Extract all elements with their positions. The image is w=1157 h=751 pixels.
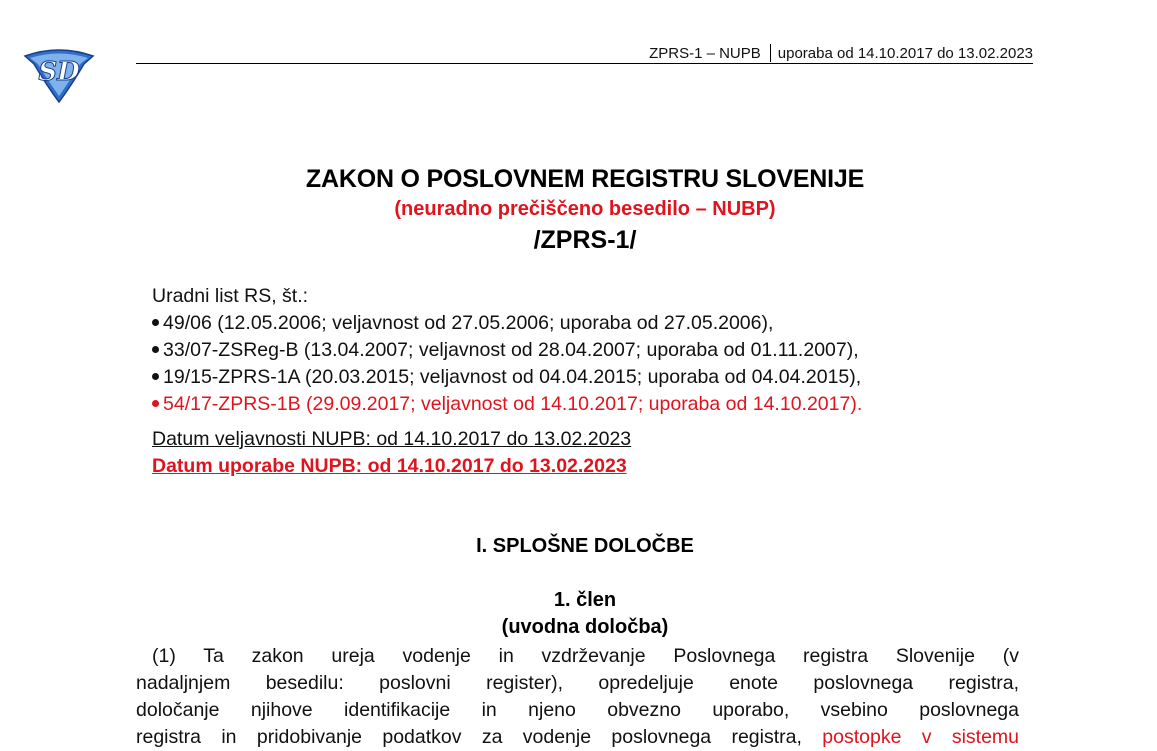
body-line: nadaljnjem besedilu: poslovni register), opredeljuje enote poslovnega registra, bbox=[136, 672, 1019, 694]
bullet-icon bbox=[152, 373, 159, 380]
validity-date: Datum veljavnosti NUPB: od 14.10.2017 do 13.02.2023 bbox=[152, 428, 632, 450]
article-number: 1. člen bbox=[553, 589, 617, 611]
article-body bbox=[136, 643, 1019, 751]
gazette-list bbox=[152, 310, 862, 418]
gazette-item: 19/15-ZPRS-1A (20.03.2015; veljavnost od 04.04.2015; uporaba od 04.04.2015), bbox=[152, 364, 862, 391]
gazette-item: 33/07-ZSReg-B (13.04.2007; veljavnost od 28.04.2007; uporaba od 01.11.2007), bbox=[152, 337, 862, 364]
document-code: /ZPRS-1/ bbox=[533, 226, 637, 254]
svg-text:SD: SD bbox=[38, 57, 80, 87]
document-subtitle: (neuradno prečiščeno besedilo – NUBP) bbox=[394, 198, 776, 220]
amended-text: postopke v sistemu bbox=[822, 726, 1019, 748]
bullet-icon bbox=[152, 400, 159, 407]
header-rule bbox=[136, 63, 1033, 64]
body-line: registra in pridobivanje podatkov za vodenje poslovnega registra, postopke v sistemu bbox=[136, 726, 1019, 748]
header-separator bbox=[770, 44, 771, 62]
body-line: (1) Ta zakon ureja vodenje in vzdrževanje Poslovnega registra Slovenije (v bbox=[152, 645, 1019, 667]
gazette-item: 49/06 (12.05.2006; veljavnost od 27.05.2006; uporaba od 27.05.2006), bbox=[152, 310, 862, 337]
bullet-icon bbox=[152, 319, 159, 326]
bullet-icon bbox=[152, 346, 159, 353]
gazette-label: Uradni list RS, št.: bbox=[152, 285, 309, 307]
sd-shield-logo-icon bbox=[22, 46, 96, 104]
gazette-references bbox=[152, 283, 862, 418]
application-date: Datum uporabe NUPB: od 14.10.2017 do 13.02.2023 bbox=[152, 455, 627, 477]
article-subtitle: (uvodna določba) bbox=[501, 616, 669, 638]
page-header bbox=[649, 44, 1033, 62]
application-range: uporaba od 14.10.2017 do 13.02.2023 bbox=[777, 45, 1033, 62]
document-id: ZPRS-1 – NUPB bbox=[649, 45, 761, 62]
document-title: ZAKON O POSLOVNEM REGISTRU SLOVENIJE bbox=[305, 165, 865, 193]
gazette-item-current: 54/17-ZPRS-1B (29.09.2017; veljavnost od 14.10.2017; uporaba od 14.10.2017). bbox=[152, 391, 862, 418]
body-line: določanje njihove identifikacije in njeno obvezno uporabo, vsebino poslovnega bbox=[136, 699, 1019, 721]
chapter-heading: I. SPLOŠNE DOLOČBE bbox=[476, 535, 694, 557]
